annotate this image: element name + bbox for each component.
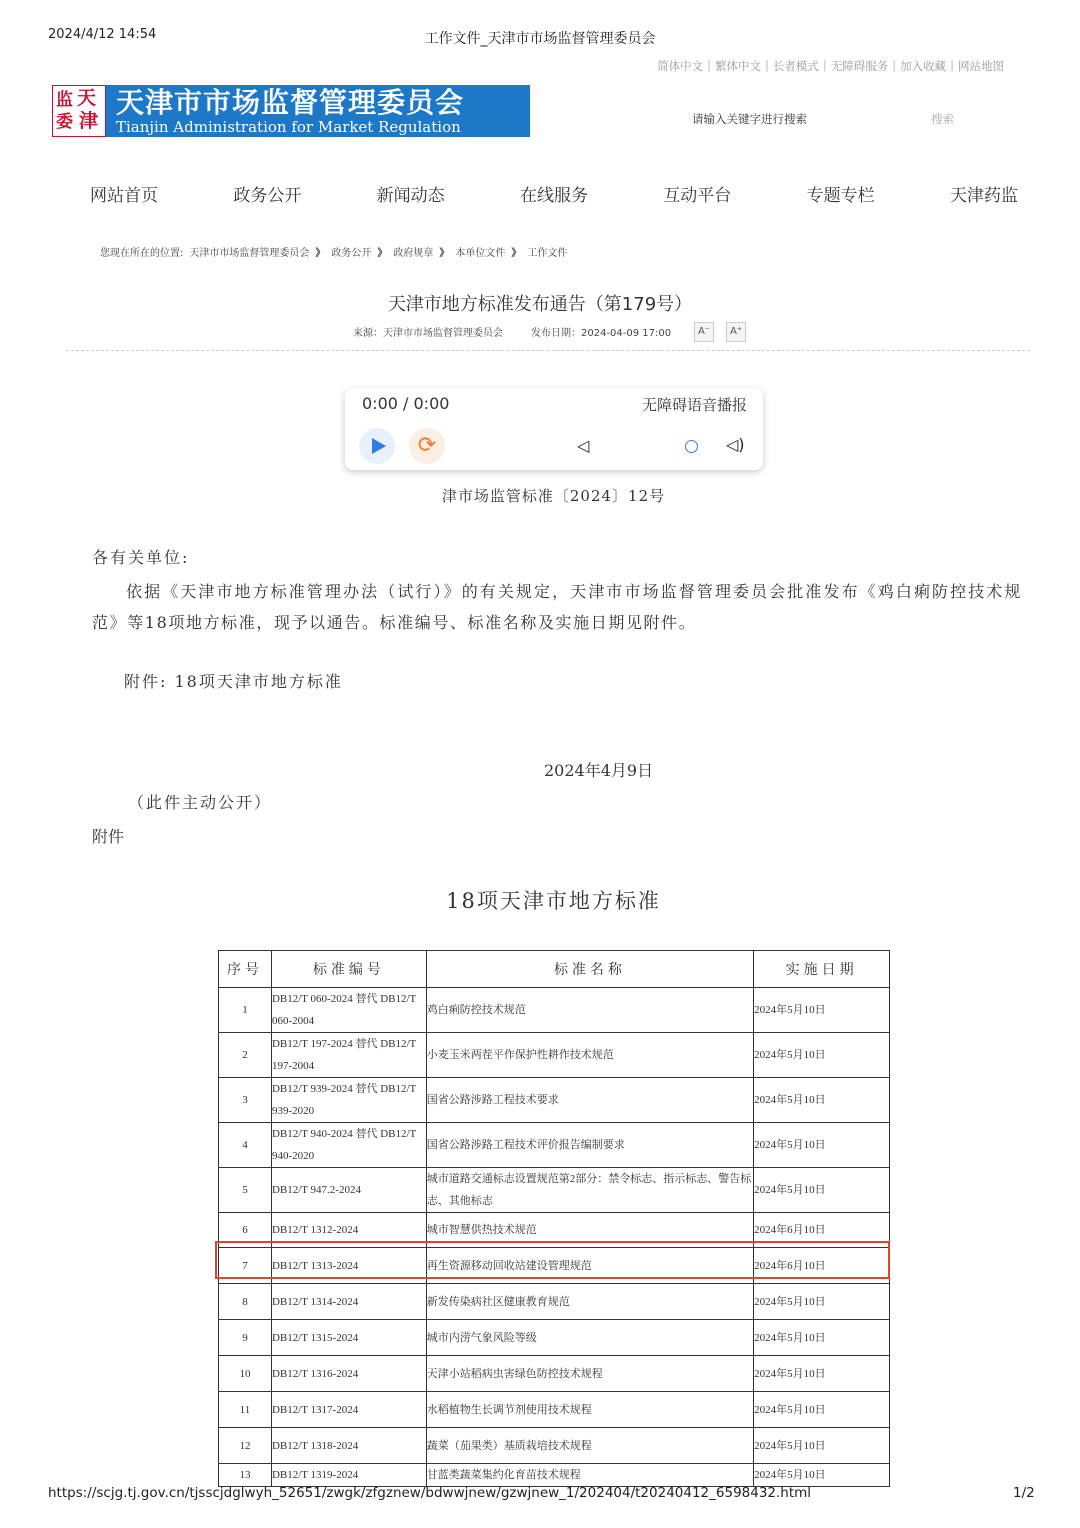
print-datetime: 2024/4/12 14:54 — [48, 27, 157, 42]
cell-no: 1 — [219, 988, 272, 1033]
cell-date: 2024年5月10日 — [754, 1464, 890, 1487]
table-row — [219, 1428, 890, 1464]
font-decrease-button[interactable]: A⁻ — [694, 322, 714, 342]
nav-special-topics[interactable]: 专题专栏 — [806, 186, 875, 206]
table-row — [219, 1356, 890, 1392]
top-links — [657, 58, 1004, 74]
font-increase-button[interactable]: A⁺ — [726, 322, 746, 342]
breadcrumb-separator: 》 — [439, 248, 450, 259]
cell-date: 2024年5月10日 — [754, 1392, 890, 1428]
divider — [66, 350, 1030, 351]
article-source: 来源：天津市市场监督管理委员会 — [353, 328, 503, 339]
logo-title-cn: 天津市市场监督管理委员会 — [116, 86, 465, 119]
cell-code: DB12/T 1317-2024 — [271, 1392, 426, 1428]
breadcrumb-separator: 》 — [511, 248, 522, 259]
cell-no: 10 — [219, 1356, 272, 1392]
cell-code: DB12/T 939-2024 替代 DB12/T 939-2020 — [271, 1078, 426, 1123]
link-sitemap[interactable]: 网站地图 — [958, 59, 1004, 73]
cell-date: 2024年5月10日 — [754, 1356, 890, 1392]
print-url: https://scjg.tj.gov.cn/tjsscjdglwyh_52651/zwgk/zfgznew/bdwwjnew/gzwjnew_1/202404/t20240412_6598432.html — [48, 1485, 812, 1501]
cell-date: 2024年5月10日 — [754, 1320, 890, 1356]
cell-name: 城市智慧供热技术规范 — [426, 1213, 753, 1248]
attachment-line: 附件: 18项天津市地方标准 — [124, 672, 343, 691]
header-no: 序号 — [219, 951, 272, 988]
print-page-number: 1/2 — [1013, 1485, 1035, 1501]
logo-title-en: Tianjin Administration for Market Regulation — [116, 118, 461, 136]
table-row — [219, 1284, 890, 1320]
separator: | — [950, 58, 954, 72]
cell-code: DB12/T 940-2024 替代 DB12/T 940-2020 — [271, 1123, 426, 1168]
cell-date: 2024年5月10日 — [754, 1033, 890, 1078]
volume-up-icon[interactable]: ◁) — [726, 435, 745, 454]
cell-name: 蔬菜（茄果类）基质栽培技术规程 — [426, 1428, 753, 1464]
table-row — [219, 1168, 890, 1213]
table-title: 18项天津市地方标准 — [446, 889, 661, 913]
cell-no: 4 — [219, 1123, 272, 1168]
cell-no: 6 — [219, 1213, 272, 1248]
table-row — [219, 1464, 890, 1487]
cell-no: 9 — [219, 1320, 272, 1356]
nav-tianjin-drug[interactable]: 天津药监 — [949, 186, 1018, 206]
table-row — [219, 1123, 890, 1168]
cell-date: 2024年5月10日 — [754, 1123, 890, 1168]
breadcrumb-item[interactable]: 政府规章 — [393, 248, 434, 259]
cell-no: 2 — [219, 1033, 272, 1078]
link-elder-mode[interactable]: 长者模式 — [772, 59, 819, 73]
link-simplified-chinese[interactable]: 简体中文 — [657, 59, 704, 73]
cell-date: 2024年6月10日 — [754, 1213, 890, 1248]
print-page-title: 工作文件_天津市市场监督管理委员会 — [424, 31, 656, 47]
table-row — [219, 1078, 890, 1123]
breadcrumb-item[interactable]: 政务公开 — [331, 248, 372, 259]
salutation: 各有关单位: — [92, 548, 190, 567]
cell-name: 天津小站稻病虫害绿色防控技术规程 — [426, 1356, 753, 1392]
nav-news[interactable]: 新闻动态 — [376, 186, 445, 206]
header-date: 实施日期 — [754, 951, 890, 988]
issue-date: 2024年4月9日 — [544, 761, 654, 780]
player-time: 0:00 / 0:00 — [362, 394, 450, 413]
search-input[interactable]: 请输入关键字进行搜索 — [692, 112, 807, 126]
cell-code: DB12/T 1314-2024 — [271, 1284, 426, 1320]
cell-no: 8 — [219, 1284, 272, 1320]
play-icon[interactable] — [359, 428, 395, 464]
cell-name: 甘蓝类蔬菜集约化育苗技术规程 — [426, 1464, 753, 1487]
nav-online-service[interactable]: 在线服务 — [519, 186, 588, 206]
table-row — [219, 1033, 890, 1078]
public-note: （此件主动公开） — [128, 793, 273, 812]
article-date: 发布日期：2024-04-09 17:00 — [531, 328, 672, 339]
cell-no: 7 — [219, 1248, 272, 1284]
cell-no: 13 — [219, 1464, 272, 1487]
table-row — [219, 1320, 890, 1356]
breadcrumb-item[interactable]: 本单位文件 — [455, 248, 506, 259]
cell-code: DB12/T 1313-2024 — [271, 1248, 426, 1284]
link-add-favorite[interactable]: 加入收藏 — [900, 59, 947, 73]
cell-code: DB12/T 1318-2024 — [271, 1428, 426, 1464]
breadcrumb — [100, 244, 567, 259]
document-number: 津市场监管标准〔2024〕12号 — [441, 487, 666, 505]
separator: | — [822, 58, 827, 72]
search-button[interactable]: 搜索 — [931, 112, 954, 126]
breadcrumb-separator: 》 — [377, 248, 388, 259]
separator: | — [765, 58, 769, 72]
table-row — [219, 988, 890, 1033]
header-code: 标准编号 — [271, 951, 426, 988]
breadcrumb-item[interactable]: 天津市市场监督管理委员会 — [189, 248, 310, 259]
separator: | — [892, 58, 897, 72]
header-name: 标准名称 — [426, 951, 753, 988]
nav-interaction[interactable]: 互动平台 — [663, 186, 732, 206]
cell-code: DB12/T 1312-2024 — [271, 1213, 426, 1248]
cell-name: 新发传染病社区健康教育规范 — [426, 1284, 753, 1320]
cell-date: 2024年5月10日 — [754, 1078, 890, 1123]
logo-seal-icon: 天 津 监 委 — [52, 85, 106, 137]
cell-name: 鸡白痢防控技术规范 — [426, 988, 753, 1033]
cell-name: 城市道路交通标志设置规范第2部分：禁令标志、指示标志、警告标志、其他标志 — [426, 1168, 753, 1213]
cell-no: 3 — [219, 1078, 272, 1123]
article-title: 天津市地方标准发布通告（第179号） — [387, 294, 693, 315]
cell-code: DB12/T 060-2024 替代 DB12/T 060-2004 — [271, 988, 426, 1033]
link-traditional-chinese[interactable]: 繁体中文 — [715, 59, 761, 73]
cell-name: 小麦玉米两茬平作保护性耕作技术规范 — [426, 1033, 753, 1078]
cell-code: DB12/T 1315-2024 — [271, 1320, 426, 1356]
cell-code: DB12/T 197-2024 替代 DB12/T 197-2004 — [271, 1033, 426, 1078]
refresh-icon[interactable]: ⟳ — [409, 428, 445, 464]
cell-code: DB12/T 1319-2024 — [271, 1464, 426, 1487]
breadcrumb-separator: 》 — [315, 248, 326, 259]
cell-name: 国省公路涉路工程技术评价报告编制要求 — [426, 1123, 753, 1168]
cell-date: 2024年5月10日 — [754, 1284, 890, 1320]
cell-no: 5 — [219, 1168, 272, 1213]
cell-date: 2024年5月10日 — [754, 988, 890, 1033]
cell-no: 12 — [219, 1428, 272, 1464]
row-highlight-box — [215, 1241, 890, 1279]
body-paragraph: 依据《天津市地方标准管理办法（试行）》的有关规定，天津市市场监督管理委员会批准发布《鸡白痢防控技术规范》等18项地方标准，现予以通告。标准编号、标准名称及实施日期见附件。 — [92, 582, 1022, 632]
cell-date: 2024年5月10日 — [754, 1168, 890, 1213]
table-row — [219, 1392, 890, 1428]
cell-name: 国省公路涉路工程技术要求 — [426, 1078, 753, 1123]
player-label: 无障碍语音播报 — [641, 396, 747, 414]
main-nav — [90, 181, 1018, 206]
attachment-heading: 附件 — [92, 827, 125, 846]
nav-government-affairs[interactable]: 政务公开 — [233, 186, 302, 206]
site-logo[interactable] — [52, 85, 530, 137]
separator: | — [707, 58, 711, 72]
cell-name: 水稻植物生长调节剂使用技术规程 — [426, 1392, 753, 1428]
cell-code: DB12/T 1316-2024 — [271, 1356, 426, 1392]
cell-code: DB12/T 947.2-2024 — [271, 1168, 426, 1213]
cell-date: 2024年6月10日 — [754, 1248, 890, 1284]
cell-no: 11 — [219, 1392, 272, 1428]
slider-handle[interactable] — [685, 440, 698, 453]
volume-icon[interactable]: ◁ — [577, 436, 590, 455]
link-accessibility[interactable]: 无障碍服务 — [830, 59, 889, 73]
cell-name: 城市内涝气象风险等级 — [426, 1320, 753, 1356]
breadcrumb-item[interactable]: 工作文件 — [527, 248, 568, 259]
table-header-row — [219, 951, 890, 988]
cell-name: 再生资源移动回收站建设管理规范 — [426, 1248, 753, 1284]
breadcrumb-prefix: 您现在所在的位置: — [100, 248, 184, 259]
standards-table — [218, 950, 890, 1487]
cell-date: 2024年5月10日 — [754, 1428, 890, 1464]
audio-player — [345, 388, 763, 470]
nav-home[interactable]: 网站首页 — [90, 186, 158, 206]
